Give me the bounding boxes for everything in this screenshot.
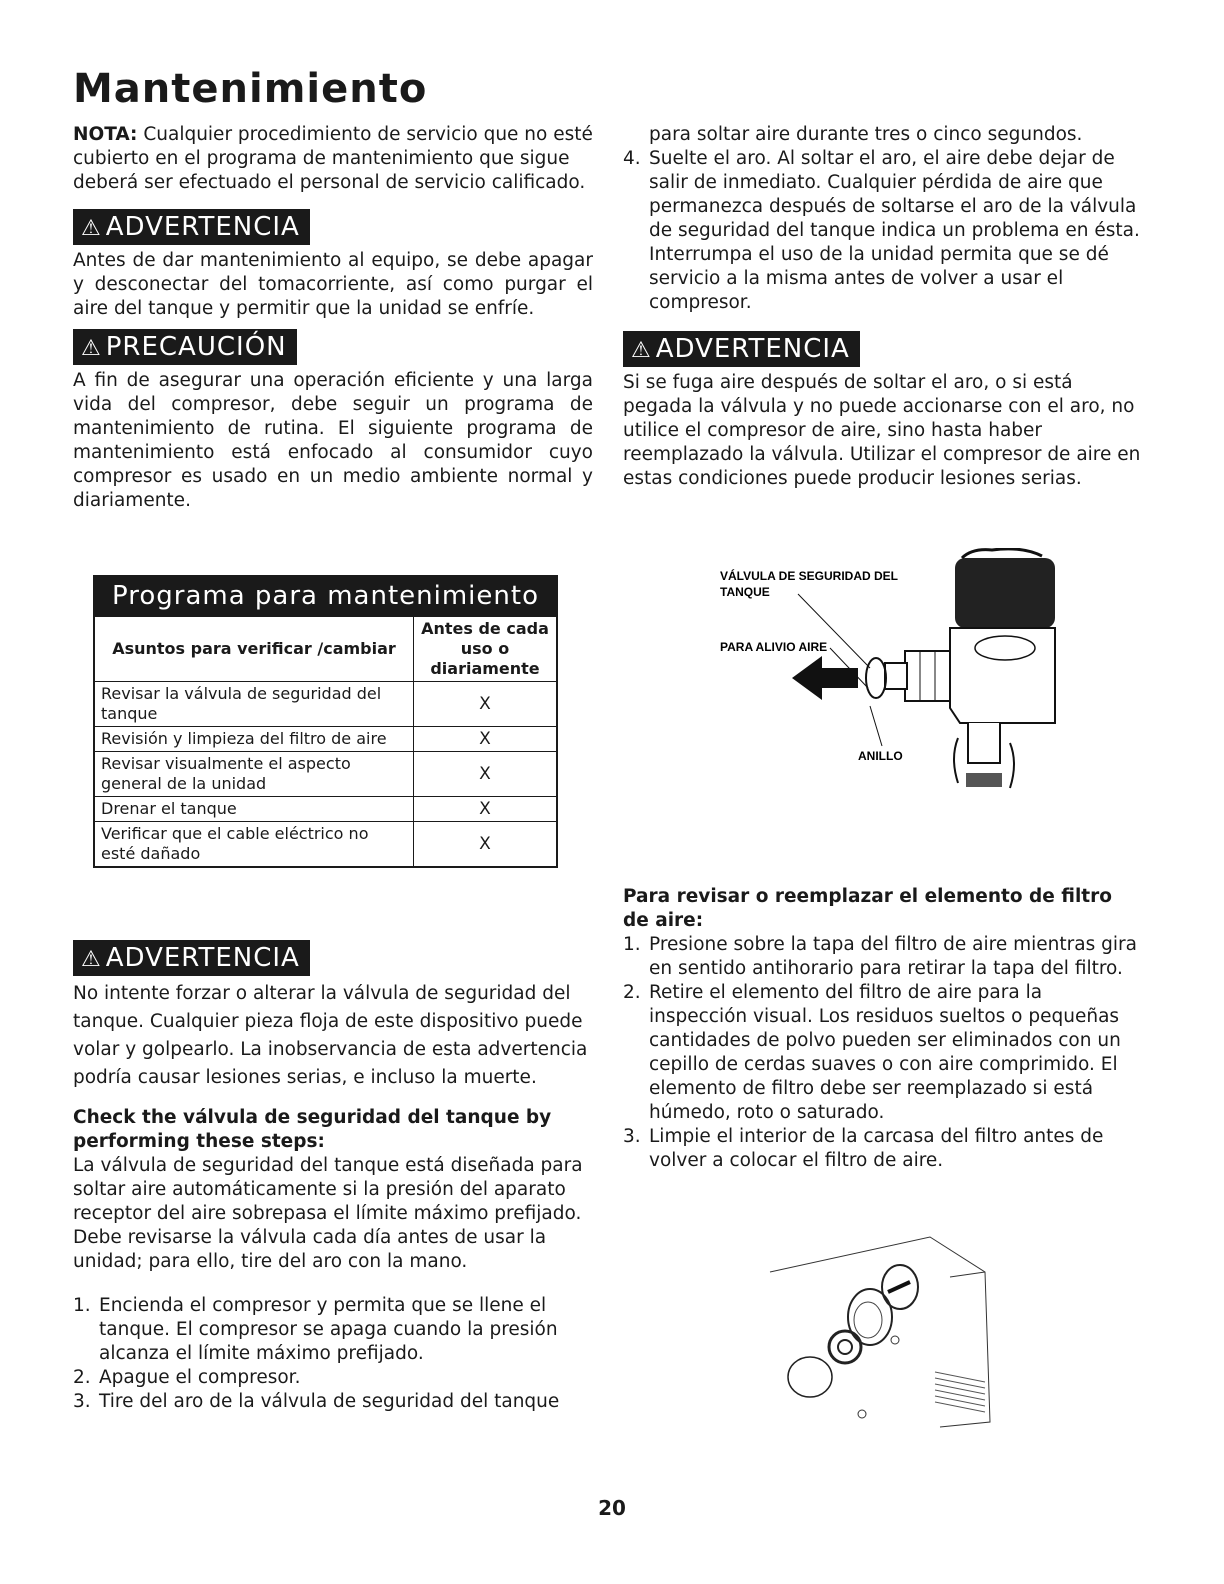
warning-banner [73,209,310,245]
table-row [94,727,557,752]
schedule-title: Programa para mantenimiento [93,575,558,615]
caution-text: A fin de asegurar una operación eficiente y una larga vida del compresor, debe seguir un programa de mantenimiento de rutina. El siguiente programa de mantenimiento está enfocado al consumidor cuyo compresor es usado en un medio ambiente normal y diariamente. [73,370,593,511]
warning-text: Si se fuga aire después de soltar el aro, o si está pegada la válvula y no puede accionarse con el aro, no utilice el compresor de aire, sino hasta haber reemplazado la válvula. Utilizar el compresor de aire en estas condiciones puede producir lesiones serias. [623,372,1141,489]
table-header-row [94,616,557,682]
table-cell: X [414,682,558,727]
relief-label: PARA ALIVIO AIRE [720,640,828,654]
maintenance-schedule [93,575,558,868]
list-item [623,147,1143,315]
left-column-lower [73,940,593,1414]
list-item [73,1366,593,1390]
table-cell: Revisar la válvula de seguridad del tanque [94,682,414,727]
step-text-continued: para soltar aire durante tres o cinco segundos. [649,124,1083,145]
page-number: 20 [598,1496,626,1520]
list-item [623,933,1143,981]
table-row [94,797,557,822]
list-item [73,1294,593,1366]
warning-label: ADVERTENCIA [655,334,850,364]
note-text: Cualquier procedimiento de servicio que no esté cubierto en el programa de mantenimiento que sigue deberá ser efectuado el personal de servicio calificado. [73,124,593,193]
table-cell: Drenar el tanque [94,797,414,822]
warning-icon: ⚠ [81,336,102,361]
step-number: 1. [623,934,641,955]
valve-label-line1: VÁLVULA DE SEGURIDAD DEL [720,569,899,583]
left-column [73,123,593,513]
step-text: Retire el elemento del filtro de aire para la inspección visual. Los residuos sueltos o pequeñas cantidades de polvo pueden ser eliminados con un cepillo de cerdas suaves o con aire comprimido. El elemento de filtro debe ser reemplazado si está húmedo, roto o saturado. [649,982,1121,1123]
table-cell: X [414,797,558,822]
caution-label: PRECAUCIÓN [105,332,287,362]
list-item [73,1390,593,1414]
warning-icon: ⚠ [81,947,102,972]
caution-banner [73,329,297,365]
warning-text: No intente forzar o alterar la válvula de seguridad del tanque. Cualquier pieza floja de este dispositivo puede volar y golpearlo. La inobservancia de esta advertencia podría causar lesiones serias, e incluso la muerte. [73,983,588,1088]
step-number: 2. [73,1367,91,1388]
schedule-table [93,615,558,868]
column-header: Antes de cada uso o diariamente [414,616,558,682]
note-paragraph [73,123,593,195]
step-number: 2. [623,982,641,1003]
warning-text: Antes de dar mantenimiento al equipo, se debe apagar y desconectar del tomacorriente, así como purgar el aire del tanque y permitir que la unidad se enfríe. [73,250,593,319]
right-column [623,123,1143,491]
warning-banner [73,940,310,976]
list-item [623,981,1143,1125]
table-cell: Revisar visualmente el aspecto general de la unidad [94,752,414,797]
check-steps [73,1294,593,1414]
warning-label: ADVERTENCIA [105,943,300,973]
safety-valve-figure [700,548,1060,798]
warning-icon: ⚠ [81,216,102,241]
table-cell: Verificar que el cable eléctrico no esté dañado [94,822,414,868]
step-text: Encienda el compresor y permita que se llene el tanque. El compresor se apaga cuando la presión alcanza el límite máximo prefijado. [99,1295,558,1364]
ring-label: ANILLO [858,749,903,763]
filter-steps [623,933,1143,1173]
filter-heading: Para revisar o reemplazar el elemento de filtro de aire: [623,886,1112,931]
check-heading: Check the válvula de seguridad del tanque by performing these steps: [73,1107,552,1152]
step-number: 1. [73,1295,91,1316]
air-filter-figure [760,1232,1000,1432]
warning-label: ADVERTENCIA [105,212,300,242]
list-item [623,123,1143,147]
step-number: 3. [73,1391,91,1412]
step-number: 4. [623,148,641,169]
note-label: NOTA: [73,124,138,145]
warning-icon: ⚠ [631,338,652,363]
table-cell: X [414,822,558,868]
step-number: 3. [623,1126,641,1147]
step-text: Tire del aro de la válvula de seguridad del tanque [99,1391,560,1412]
valve-label-line2: TANQUE [720,585,770,599]
table-cell: X [414,727,558,752]
step-text: Limpie el interior de la carcasa del filtro antes de volver a colocar el filtro de aire. [649,1126,1104,1171]
filter-section [623,885,1143,1173]
step-text: Apague el compresor. [99,1367,301,1388]
step-text: Suelte el aro. Al soltar el aro, el aire debe dejar de salir de inmediato. Cualquier pérdida de aire que permanezca después de soltarse el aro de la válvula de seguridad del tanque indica un problema en ésta. Interrumpa el uso de la unidad permita que se dé servicio a la misma antes de volver a usar el compresor. [649,148,1140,313]
check-intro: La válvula de seguridad del tanque está diseñada para soltar aire automáticamente si la presión del aparato receptor del aire sobrepasa el límite máximo prefijado. Debe revisarse la válvula cada día antes de usar la unidad; para ello, tire del aro con la mano. [73,1155,583,1272]
table-cell: Revisión y limpieza del filtro de aire [94,727,414,752]
table-row [94,752,557,797]
check-steps-continued [623,123,1143,315]
list-item [623,1125,1143,1173]
column-header: Asuntos para verificar /cambiar [94,616,414,682]
warning-banner [623,331,860,367]
table-cell: X [414,752,558,797]
table-row [94,822,557,868]
page-title: Mantenimiento [73,66,428,112]
table-row [94,682,557,727]
step-text: Presione sobre la tapa del filtro de aire mientras gira en sentido antihorario para retirar la tapa del filtro. [649,934,1137,979]
